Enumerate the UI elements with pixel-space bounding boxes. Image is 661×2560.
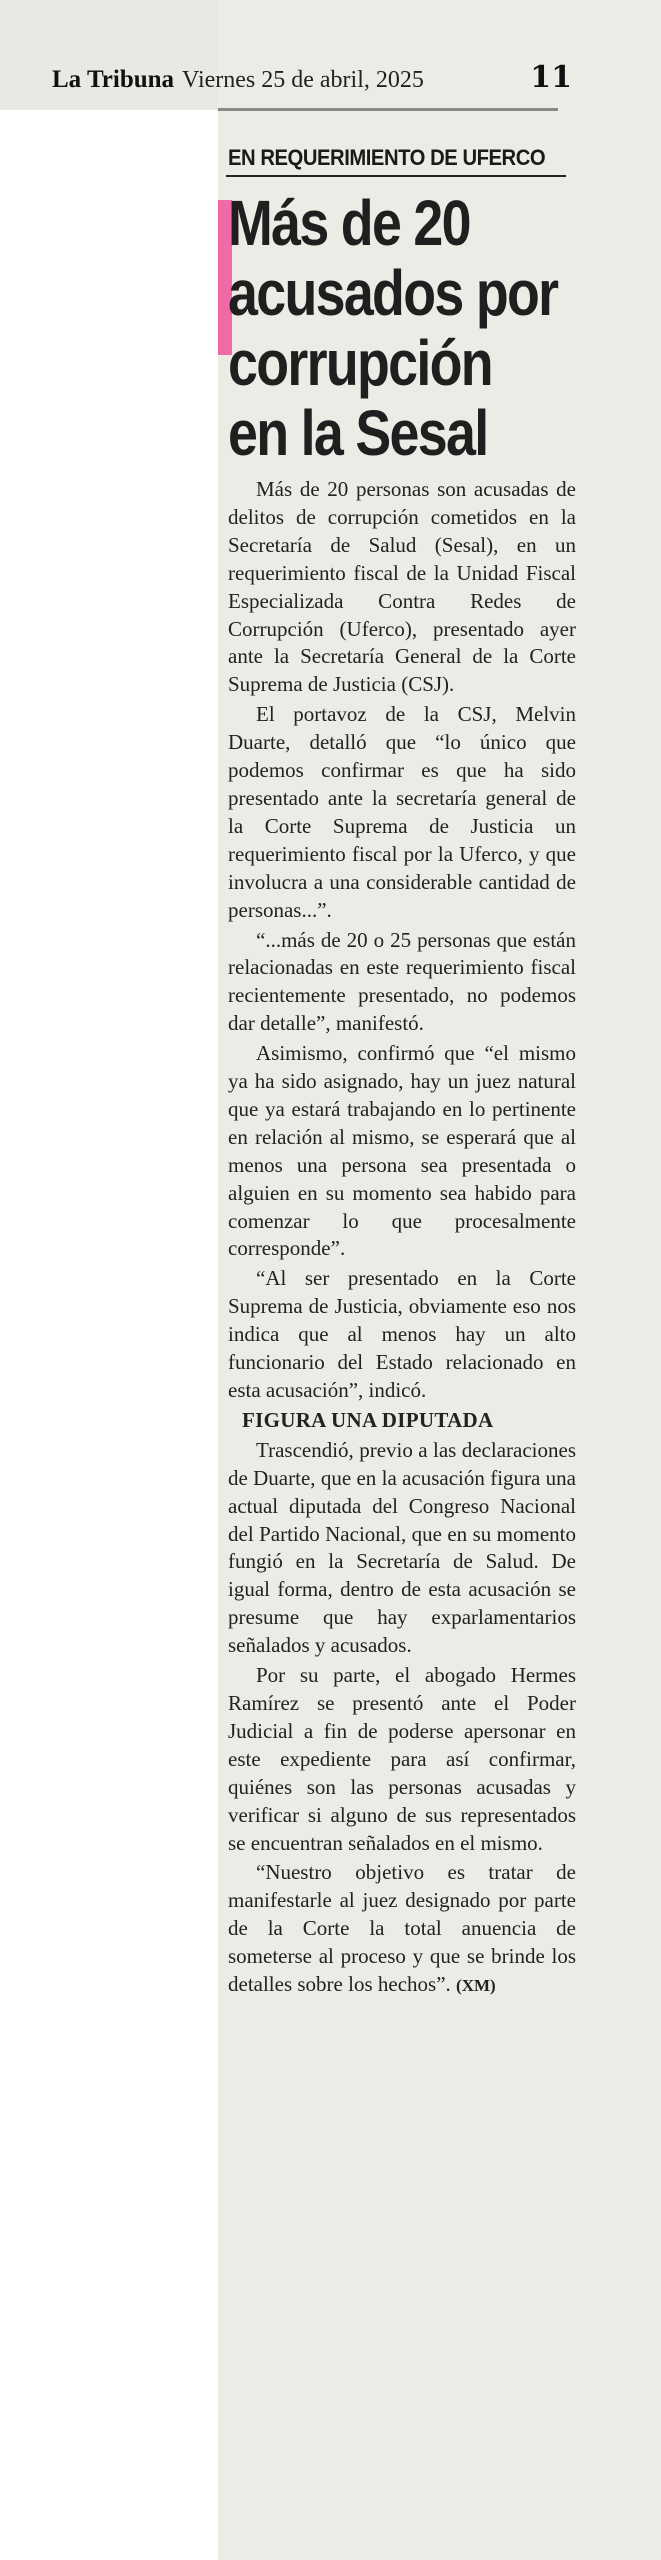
newspaper-name: La Tribuna [52, 66, 175, 93]
body-paragraph: “...más de 20 o 25 personas que están relacionadas en este requerimiento fiscal recientemente presentado, no podemos dar detalle”, manifestó. [228, 927, 576, 1036]
page-number: 11 [530, 60, 572, 95]
page-header [52, 60, 572, 100]
article-kicker: EN REQUERIMIENTO DE UFERCO [228, 145, 546, 170]
closing-quote: “Nuestro objetivo es tratar de manifestarle al juez designado por parte de la Corte la total anuencia de someterse al proceso y que se brinde los detalles sobre los hechos”. [228, 1860, 576, 1997]
kicker-rule [226, 175, 566, 177]
header-rule [218, 108, 558, 111]
body-paragraph: “Al ser presentado en la Corte Suprema de Justicia, obviamente eso nos indica que al menos hay un alto funcionario del Estado relacionado en esta acusación”, indicó. [228, 1266, 576, 1402]
headline-line: Más de 20 [228, 187, 470, 259]
section-subhead: FIGURA UNA DIPUTADA [242, 1407, 494, 1432]
body-paragraph: Por su parte, el abogado Hermes Ramírez se presentó ante el Poder Judicial a fin de poderse apersonar en este expediente para así confirmar, quiénes son las personas acusadas y verificar si alguno de sus representados se encuentran señalados en el mismo. [228, 1663, 576, 1855]
body-paragraph: Trascendió, previo a las declaraciones de Duarte, que en la acusación figura una actual diputada del Congreso Nacional del Partido Nacional, que en su momento fungió en la Secretaría de Salud. De igual forma, dentro de esta acusación se presume que hay exparlamentarios señalados y acusados. [228, 1437, 576, 1658]
body-paragraph: El portavoz de la CSJ, Melvin Duarte, detalló que “lo único que podemos confirmar es que ha sido presentado ante la secretaría general de la Corte Suprema de Justicia un requerimiento fiscal por la Uferco, y que involucra a una considerable cantidad de personas...”. [228, 702, 576, 922]
article-headline [228, 187, 558, 469]
headline-line: acusados por [228, 257, 558, 329]
closing-paragraph [228, 1859, 576, 2000]
body-paragraph: Más de 20 personas son acusadas de delitos de corrupción cometidos en la Secretaría de Salud (Sesal), en un requerimiento fiscal de la Unidad Fiscal Especializada Contra Redes de Corrupción (Uferco), presentado ayer ante la Secretaría General de la Corte Suprema de Justicia (CSJ). [228, 477, 576, 697]
headline-line: corrupción [228, 327, 492, 399]
article-body [228, 476, 576, 2000]
headline-line: en la Sesal [228, 397, 488, 469]
issue-date: Viernes 25 de abril, 2025 [182, 67, 424, 93]
byline: (XM) [456, 1976, 496, 1996]
body-paragraph: Asimismo, confirmó que “el mismo ya ha sido asignado, hay un juez natural que ya estará trabajando en lo pertinente en relación al mismo, se esperará que al menos una persona sea presentada o alguien en su momento sea habido para comenzar lo que procesalmente corresponde”. [228, 1041, 576, 1261]
